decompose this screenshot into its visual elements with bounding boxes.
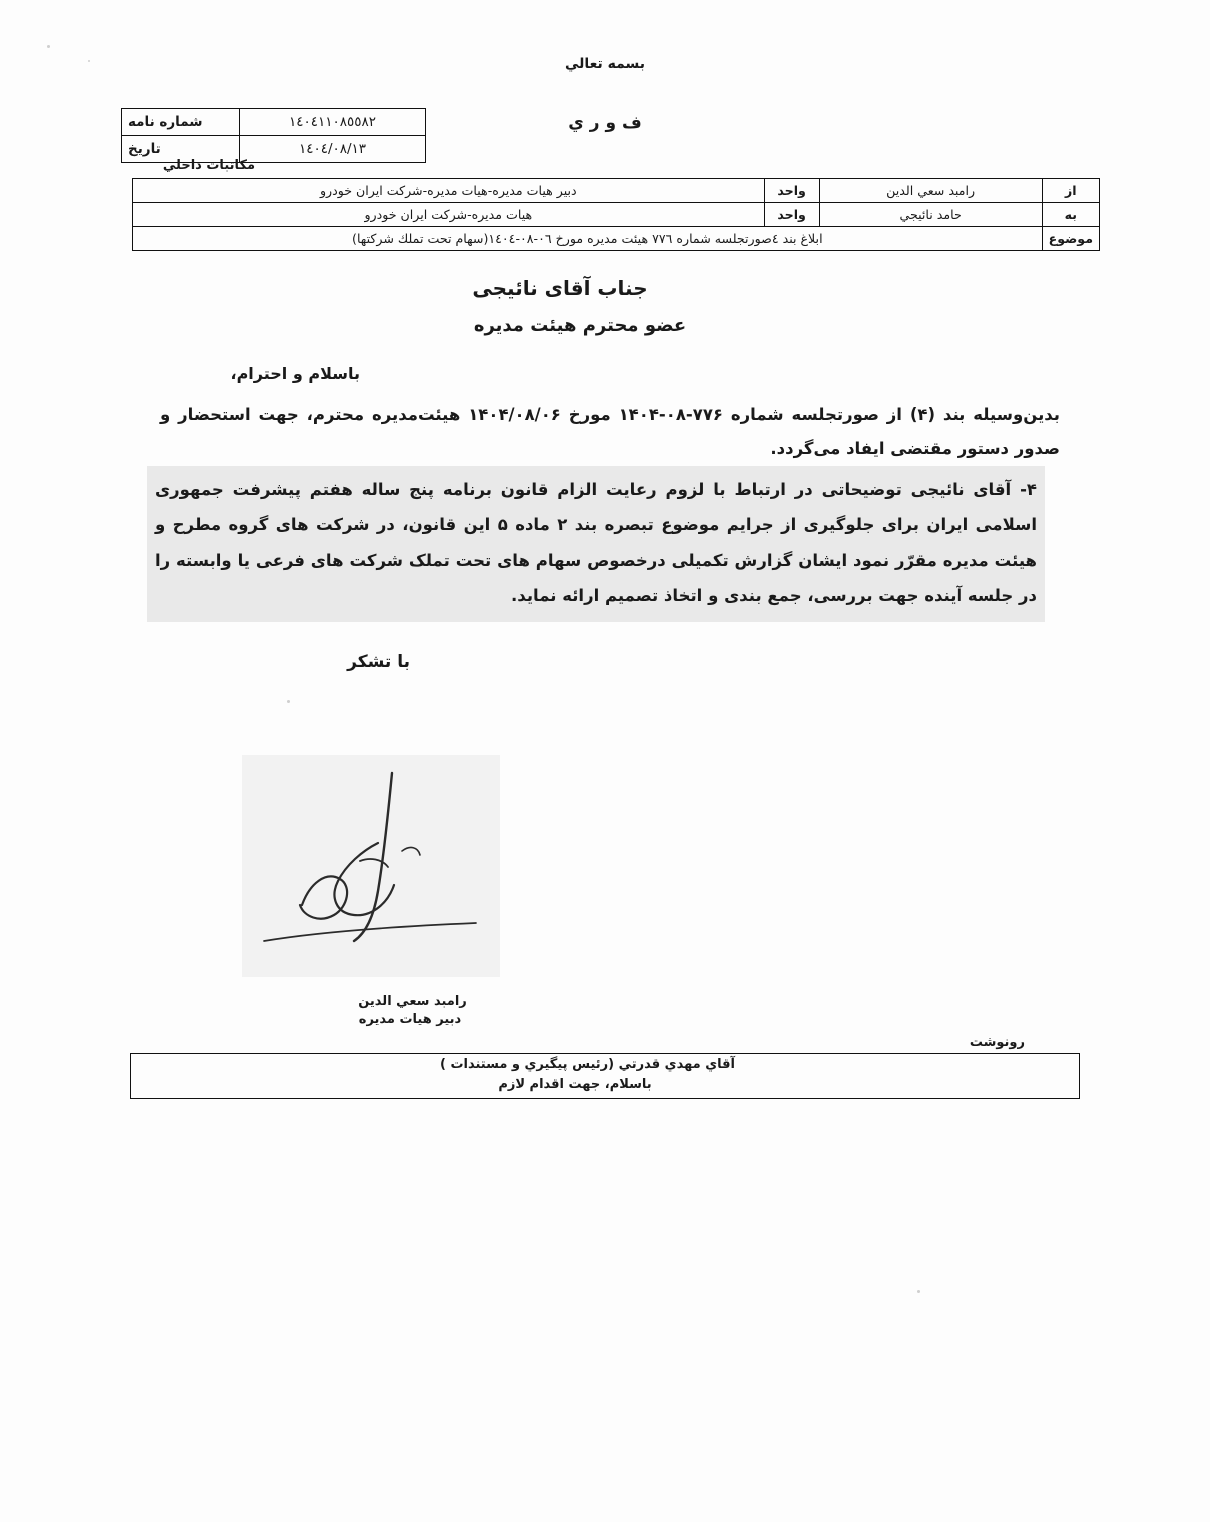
- letter-number-row: [122, 109, 426, 136]
- subject-label: موضوع: [1042, 227, 1099, 251]
- signature-block: [230, 755, 500, 1005]
- scan-speck: [47, 45, 50, 48]
- to-unit-value: هيات مديره-شركت ايران خودرو: [133, 203, 765, 227]
- letter-date-label: تاريخ: [122, 136, 240, 163]
- to-value: حامد نائيجي: [819, 203, 1042, 227]
- signature-strokes: [242, 755, 500, 977]
- scan-speck: [287, 700, 290, 703]
- subject-value: ابلاغ بند ٤صورتجلسه شماره ٧٧٦ هيئت مديره مورخ ٠٦-٠٨-١٤٠٤(سهام تحت تملك شركتها): [133, 227, 1043, 251]
- urgency-stamp: ف و ر ي: [568, 113, 642, 133]
- signer-title: دبير هيات مديره: [358, 1012, 462, 1027]
- scan-speck: [917, 1290, 920, 1293]
- greeting-line: باسلام و احترام،: [230, 364, 360, 383]
- basmala-heading: بسمه تعالي: [564, 56, 646, 72]
- highlighted-clause: ۴- آقای نائیجی توضیحاتی در ارتباط با لزوم رعایت الزام قانون برنامه پنج ساله هفتم پیشرفت جمهوری اسلامی ایران برای جلوگیری از جرایم موضوع تبصره بند ۲ ماده ۵ این قانون، در شرکت های گروه مطرح و هیئت مدیره مقرّر نمود ایشان گزارش تکمیلی درخصوص سهام های تحت تملک شرکت های فرعی یا وابسته را در جلسه آینده جهت بررسی، جمع بندی و اتخاذ تصمیم ارائه نماید.: [147, 466, 1045, 622]
- from-label: از: [1042, 179, 1099, 203]
- letter-date-value: ١٤٠٤/٠٨/١٣: [240, 136, 426, 163]
- cc-instruction: باسلام، جهت اقدام لازم: [498, 1077, 652, 1092]
- intro-paragraph: بدین‌وسیله بند (۴) از صورتجلسه شماره ۷۷۶-۰۸-۱۴۰۴ مورخ ۱۴۰۴/۰۸/۰۶ هیئت‌مدیره محترم، جهت استحضار و صدور دستور مقتضی ایفاد می‌گردد.: [160, 405, 1061, 458]
- salutation-secondary: عضو محترم هیئت مدیره: [473, 315, 687, 336]
- signer-name: رامبد سعي الدين: [358, 994, 467, 1009]
- table-row: [133, 179, 1100, 203]
- unit-label-to: واحد: [764, 203, 819, 227]
- cc-label: رونوشت: [969, 1035, 1025, 1050]
- letter-number-value: ١٤٠٤١١٠٨٥٥٨٢: [240, 109, 426, 136]
- table-row: [133, 227, 1100, 251]
- unit-label-from: واحد: [764, 179, 819, 203]
- from-value: رامبد سعي الدين: [819, 179, 1042, 203]
- from-unit-value: دبير هيات مديره-هيات مديره-شركت ايران خودرو: [133, 179, 765, 203]
- salutation-primary: جناب آقای نائیجی: [472, 276, 648, 300]
- letter-number-box: [121, 108, 426, 163]
- handwritten-signature: [242, 755, 500, 977]
- table-row: [133, 203, 1100, 227]
- letter-number-label: شماره نامه: [122, 109, 240, 136]
- internal-correspondence-caption: مكاتبات داخلي: [162, 158, 255, 173]
- letter-meta-table: [132, 178, 1100, 251]
- closing-line: با تشکر: [347, 652, 410, 672]
- to-label: به: [1042, 203, 1099, 227]
- cc-recipient: آقاي مهدي قدرتي (رئيس پيگيري و مستندات ): [439, 1057, 736, 1072]
